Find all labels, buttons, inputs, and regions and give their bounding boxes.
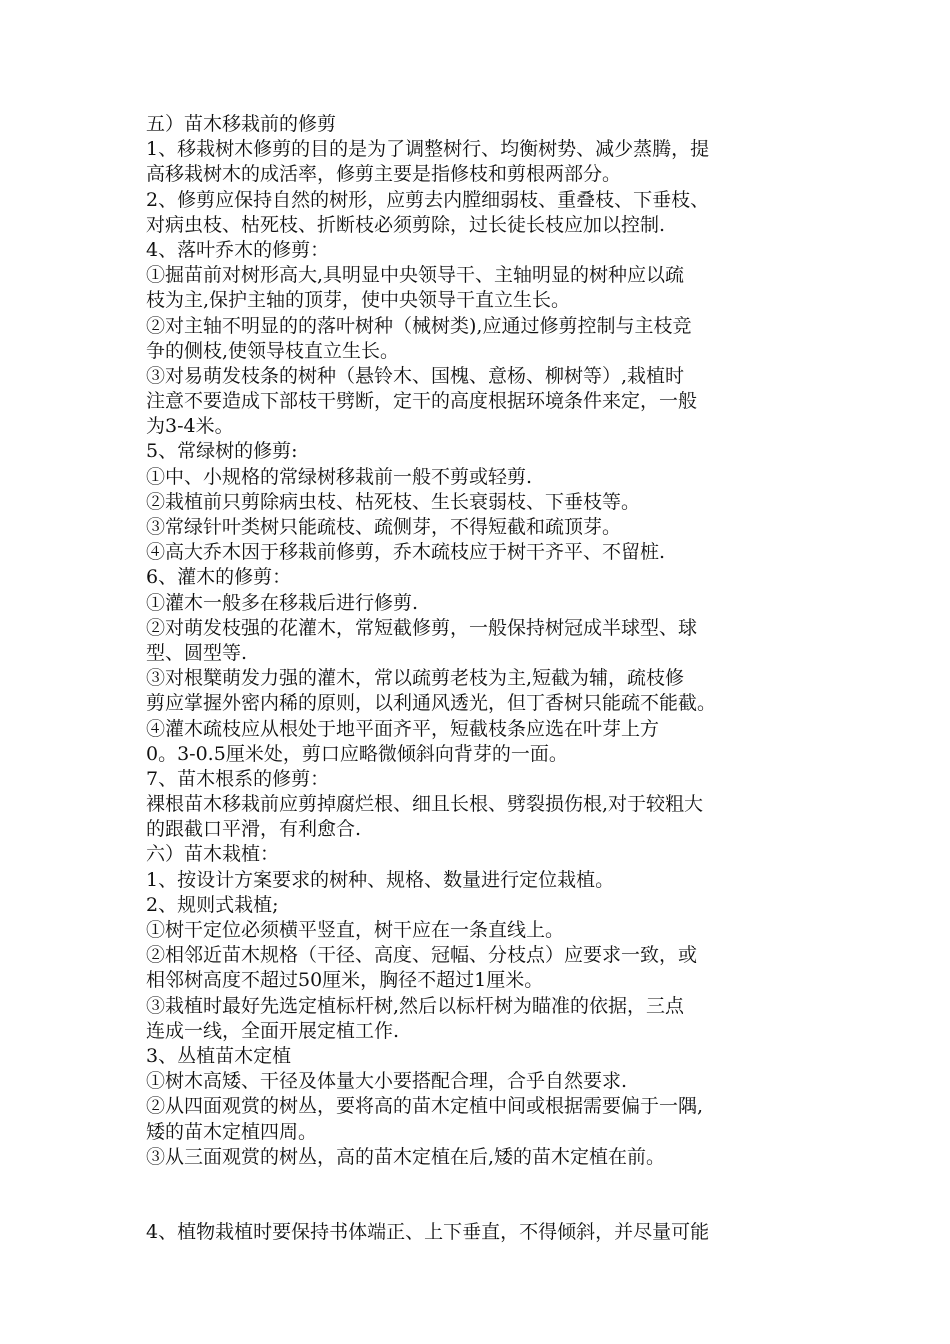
- paragraph-line: 的跟截口平滑，有利愈合.: [146, 818, 362, 841]
- section-heading-pruning: 五）苗木移栽前的修剪: [146, 113, 337, 135]
- paragraph-line: 0。3-0.5厘米处，剪口应略微倾斜向背芽的一面。: [146, 742, 568, 765]
- paragraph-line: ②对主轴不明显的的落叶树种（械树类),应通过修剪控制与主枝竞: [146, 314, 692, 337]
- paragraph-line: ③栽植时最好先选定植标杆树,然后以标杆树为瞄准的依据，三点: [146, 994, 685, 1017]
- blank-line: [146, 1170, 826, 1220]
- subheading-regular-planting: 2、规则式栽植;: [146, 893, 279, 916]
- subheading-cluster-planting: 3、丛植苗木定植: [146, 1044, 292, 1067]
- paragraph-line: 4、植物栽植时要保持书体端正、上下垂直，不得倾斜，并尽量可能: [146, 1220, 710, 1243]
- paragraph-line: 剪应掌握外密内稀的原则，以利通风透光，但丁香树只能疏不能截。: [146, 692, 717, 715]
- paragraph-line: 高移栽树木的成活率，修剪主要是指修枝和剪根两部分。: [146, 163, 622, 186]
- paragraph-line: 枝为主,保护主轴的顶芽，使中央领导干直立生长。: [146, 289, 571, 312]
- paragraph-line: ②相邻近苗木规格（干径、高度、冠幅、分枝点）应要求一致，或: [146, 944, 698, 967]
- paragraph-line: ①中、小规格的常绿树移栽前一般不剪或轻剪.: [146, 465, 533, 488]
- paragraph-line: ①树干定位必须横平竖直，树干应在一条直线上。: [146, 919, 565, 941]
- paragraph-line: 对病虫枝、枯死枝、折断枝必须剪除，过长徒长枝应加以控制.: [146, 213, 666, 236]
- paragraph-line: ③对易萌发枝条的树种（悬铃木、国槐、意杨、柳树等）,栽植时: [146, 364, 685, 387]
- paragraph-line: 为3-4米。: [146, 415, 234, 438]
- paragraph-line: ③对根櫱萌发力强的灌木，常以疏剪老枝为主,短截为辅，疏枝修: [146, 667, 685, 690]
- paragraph-line: 2、修剪应保持自然的树形，应剪去内膛细弱枝、重叠枝、下垂枝、: [146, 188, 710, 211]
- section-heading-planting: 六）苗木栽植：: [146, 843, 280, 866]
- paragraph-line: 1、移栽树木修剪的目的是为了调整树行、均衡树势、减少蒸腾，提: [146, 138, 710, 161]
- subheading-roots: 7、苗木根系的修剪：: [146, 767, 330, 790]
- paragraph-line: 1、按设计方案要求的树种、规格、数量进行定位栽植。: [146, 868, 615, 891]
- paragraph-line: ①掘苗前对树形高大,具明显中央领导干、主轴明显的树种应以疏: [146, 264, 685, 287]
- subheading-deciduous: 4、落叶乔木的修剪：: [146, 238, 330, 261]
- paragraph-line: ③常绿针叶类树只能疏枝、疏侧芽，不得短截和疏顶芽。: [146, 516, 622, 538]
- paragraph-line: ②从四面观赏的树丛，要将高的苗木定植中间或根据需要偏于一隅,: [146, 1095, 704, 1118]
- subheading-shrubs: 6、灌木的修剪：: [146, 566, 292, 589]
- paragraph-line: 注意不要造成下部枝干劈断，定干的高度根据环境条件来定，一般: [146, 390, 698, 413]
- paragraph-line: ①灌木一般多在移栽后进行修剪.: [146, 591, 419, 614]
- paragraph-line: ④高大乔木因于移栽前修剪，乔木疏枝应于树干齐平、不留桩.: [146, 541, 666, 564]
- paragraph-line: ②对萌发枝强的花灌木，常短截修剪，一般保持树冠成半球型、球: [146, 616, 698, 639]
- paragraph-line: 型、圆型等.: [146, 641, 248, 664]
- paragraph-line: 矮的苗木定植四周。: [146, 1120, 318, 1143]
- paragraph-line: 连成一线，全面开展定植工作.: [146, 1019, 400, 1042]
- paragraph-line: 裸根苗木移栽前应剪掉腐烂根、细且长根、劈裂损伤根,对于较粗大: [146, 793, 704, 816]
- paragraph-line: 相邻树高度不超过50厘米，胸径不超过1厘米。: [146, 969, 544, 992]
- paragraph-line: ③从三面观赏的树丛，高的苗木定植在后,矮的苗木定植在前。: [146, 1145, 666, 1168]
- document-body: [146, 112, 826, 1245]
- paragraph-line: 争的侧枝,使领导枝直立生长。: [146, 339, 400, 362]
- paragraph-line: ①树木高矮、干径及体量大小要搭配合理，合乎自然要求.: [146, 1070, 628, 1093]
- paragraph-line: ②栽植前只剪除病虫枝、枯死枝、生长衰弱枝、下垂枝等。: [146, 490, 641, 513]
- paragraph-line: ④灌木疏枝应从根处于地平面齐平，短截枝条应选在叶芽上方: [146, 717, 660, 740]
- subheading-evergreen: 5、常绿树的修剪:: [146, 440, 298, 463]
